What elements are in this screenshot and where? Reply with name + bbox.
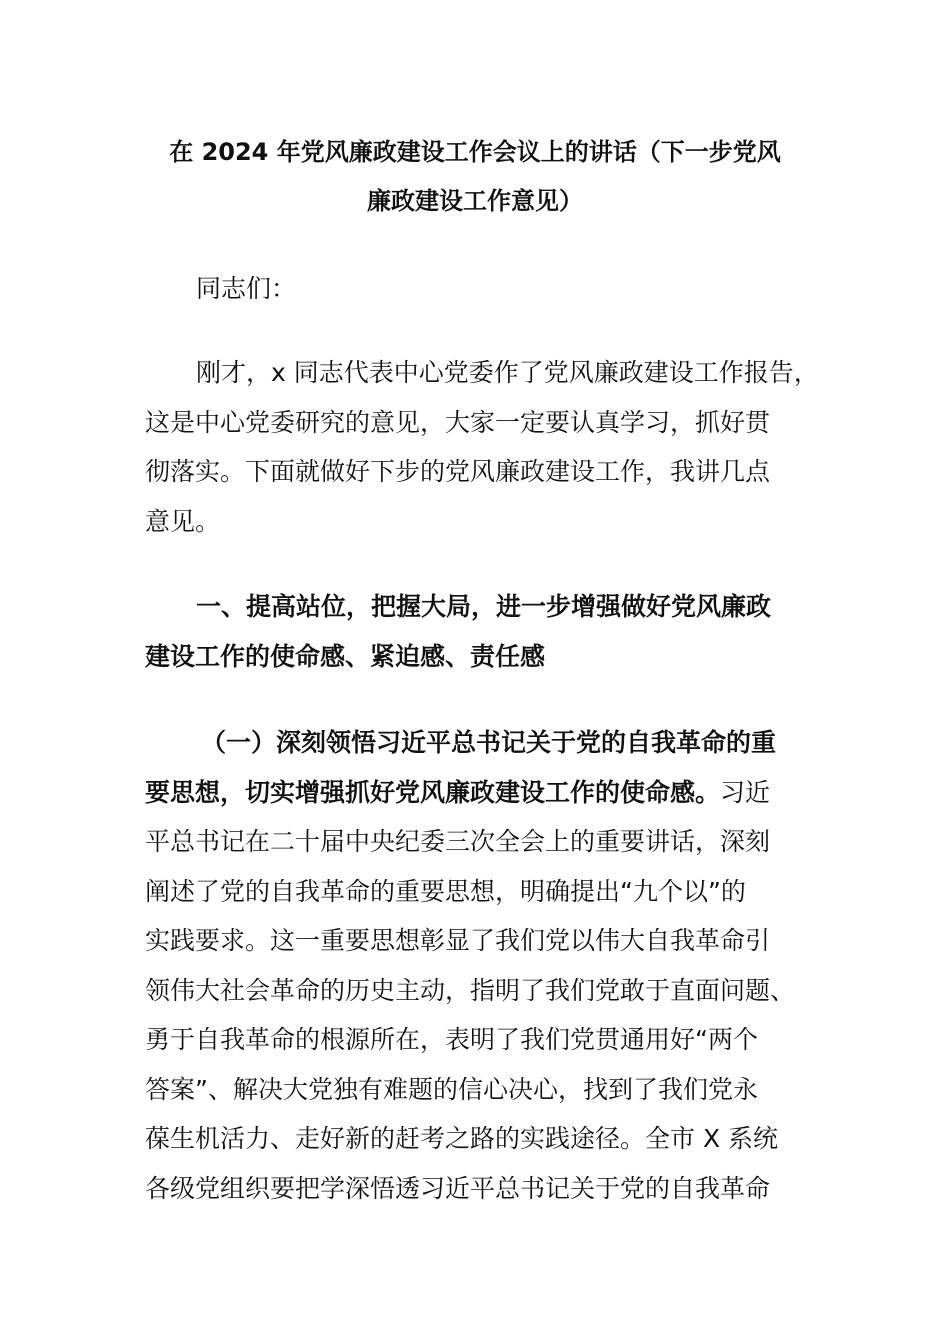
heading1-line-2: 建设工作的使命感、紧迫感、责任感 — [145, 641, 546, 671]
sub1-body-line-7: 葆生机活力、走好新的赶考之路的实践途径。全市 X 系统 — [145, 1124, 779, 1153]
section-heading-1 — [145, 582, 825, 681]
heading1-line-1: 一、提高站位，把握大局，进一步增强做好党风廉政 — [196, 592, 772, 621]
sub1-bold-line-1: （一）深刻领悟习近平总书记关于党的自我革命的重 — [201, 728, 777, 757]
sub1-body-line-4: 领伟大社会革命的历史主动，指明了我们党敢于直面问题、 — [145, 975, 796, 1005]
subsection-1-paragraph — [145, 718, 825, 1213]
salutation — [145, 264, 825, 314]
intro-line-1: 刚才，x 同志代表中心党委作了党风廉政建设工作报告， — [196, 358, 819, 387]
sub1-body-line-5: 勇于自我革命的根源所在，表明了我们党贯通用好“两个 — [145, 1025, 758, 1054]
sub1-body-line-1: 平总书记在二十届中央纪委三次全会上的重要讲话，深刻 — [145, 827, 771, 856]
document-title — [120, 128, 830, 226]
intro-line-2: 这是中心党委研究的意见，大家一定要认真学习，抓好贯 — [145, 407, 771, 437]
title-line-2: 廉政建设工作意见） — [367, 187, 583, 215]
sub1-body-line-6: 答案”、解决大党独有难题的信心决心，找到了我们党永 — [145, 1074, 758, 1104]
sub1-line-2 — [145, 768, 825, 818]
sub1-body-line-2: 阐述了党的自我革命的重要思想，明确提出“九个以”的 — [145, 876, 746, 906]
title-line-1: 在 2024 年党风廉政建设工作会议上的讲话（下一步党风 — [169, 138, 781, 166]
sub1-line-2-normal: 习近 — [720, 777, 771, 807]
salutation-text: 同志们： — [196, 274, 297, 303]
intro-paragraph — [145, 348, 825, 546]
sub1-body-line-3: 实践要求。这一重要思想彰显了我们党以伟大自我革命引 — [145, 926, 771, 955]
intro-line-3: 彻落实。下面就做好下步的党风廉政建设工作，我讲几点 — [145, 457, 771, 486]
sub1-body-line-8: 各级党组织要把学深悟透习近平总书记关于党的自我革命 — [145, 1173, 771, 1203]
sub1-bold-line-2: 要思想，切实增强抓好党风廉政建设工作的使命感。 — [145, 777, 721, 807]
intro-line-4: 意见。 — [145, 506, 221, 536]
